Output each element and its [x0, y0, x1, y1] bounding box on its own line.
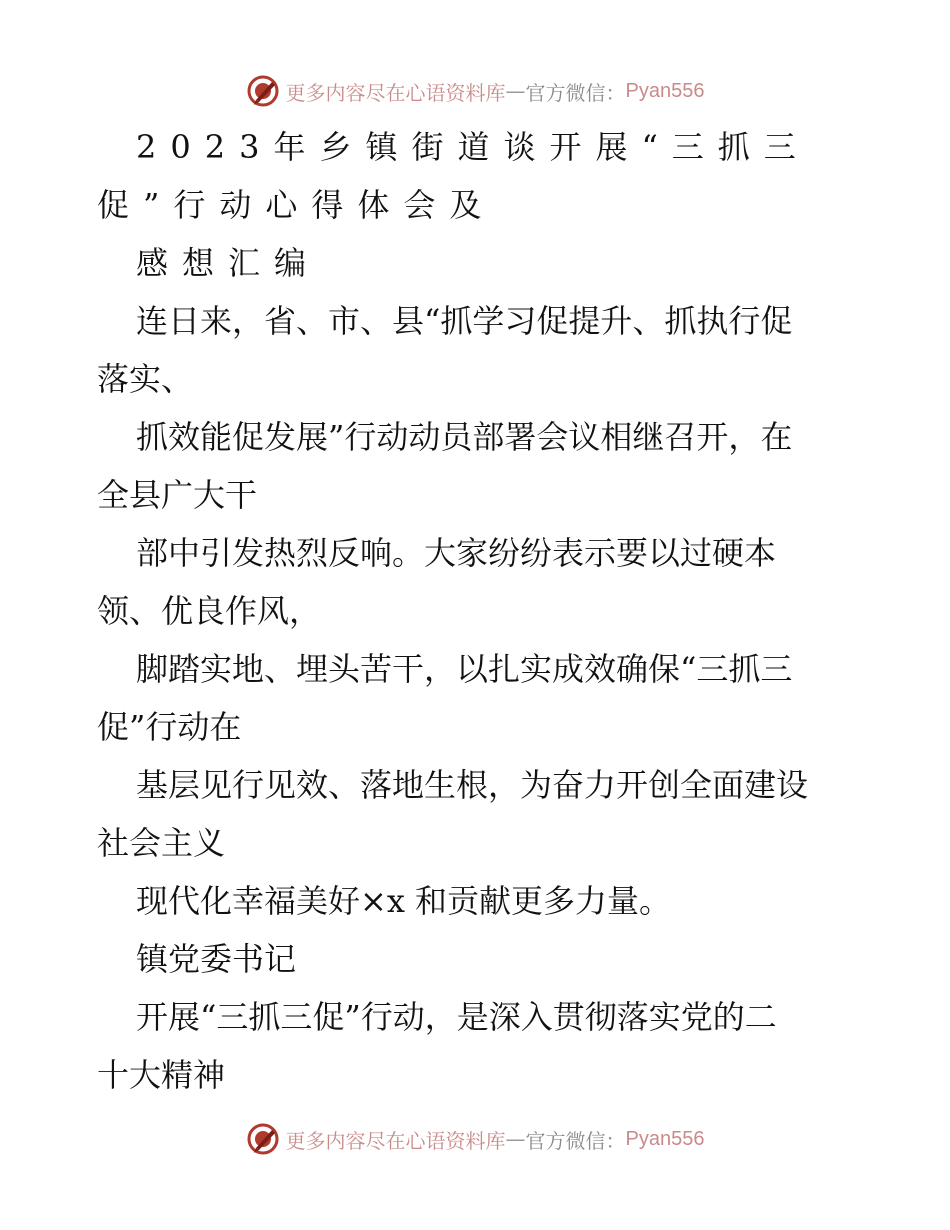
paragraph-line: 全县广大干 [97, 476, 258, 514]
banner-separator: — [505, 79, 526, 103]
paragraph-line: 现代化幸福美好×x 和贡献更多力量。 [136, 882, 672, 920]
banner-label: 官方微信： [525, 80, 626, 105]
paragraph-line: 基层见行见效、落地生根，为奋力开创全面建设 [136, 766, 809, 804]
section-heading: 镇党委书记 [136, 940, 297, 978]
pen-logo-icon [246, 74, 280, 108]
paragraph-line: 部中引发热烈反响。大家纷纷表示要以过硬本 [136, 534, 777, 572]
paragraph-line: 促”行动在 [97, 708, 242, 746]
banner-wechat-id: Pyan556 [625, 79, 705, 102]
paragraph-line: 脚踏实地、埋头苦干，以扎实成效确保“三抓三 [136, 650, 793, 688]
banner-label: 官方微信： [525, 1128, 626, 1153]
paragraph-line: 抓效能促发展”行动动员部署会议相继召开，在 [136, 418, 793, 456]
banner-text [286, 77, 705, 106]
document-title-line-1: 2023年乡镇街道谈开展“三抓三 [136, 128, 810, 166]
pen-logo-icon [246, 1122, 280, 1156]
banner-main-text: 更多内容尽在心语资料库 [285, 1128, 506, 1153]
paragraph-line: 连日来，省、市、县“抓学习促提升、抓执行促 [136, 302, 793, 340]
header-banner [0, 69, 950, 113]
paragraph-line: 领、优良作风， [97, 592, 322, 630]
paragraph-line: 落实、 [97, 360, 194, 398]
banner-main-text: 更多内容尽在心语资料库 [285, 80, 506, 105]
document-title-line-2: 促”行动心得体会及 [97, 186, 496, 224]
document-body [97, 118, 852, 1104]
footer-banner [0, 1117, 950, 1161]
banner-wechat-id: Pyan556 [625, 1127, 705, 1150]
paragraph-line: 社会主义 [97, 824, 226, 862]
banner-text [286, 1125, 705, 1154]
paragraph-line: 十大精神 [97, 1056, 226, 1094]
document-title-line-3: 感想汇编 [136, 244, 321, 282]
paragraph-line: 开展“三抓三促”行动，是深入贯彻落实党的二 [136, 998, 777, 1036]
banner-separator: — [505, 1127, 526, 1151]
